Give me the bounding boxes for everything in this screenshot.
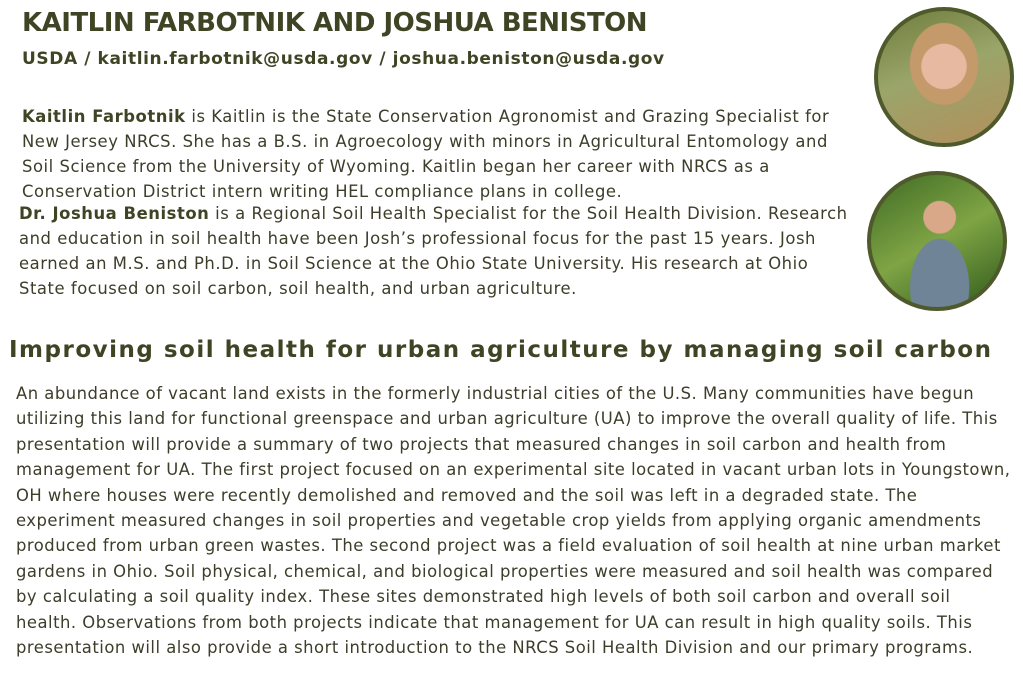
bio-name: Dr. Joshua Beniston [19, 204, 210, 223]
speaker-names: KAITLIN FARBOTNIK AND JOSHUA BENISTON [22, 8, 648, 38]
affiliation-emails: USDA / kaitlin.farbotnik@usda.gov / joshua.beniston@usda.gov [22, 49, 665, 69]
bio-text: is Kaitlin is the State Conservation Agronomist and Grazing Specialist for New Jersey NRCS. She has a B.S. in Agroecology with minors in Agricultural Entomology and Soil Science from the University of Wyoming. Kaitlin began her career with NRCS as a Conservation District intern writing HEL compliance plans in college. [22, 107, 830, 201]
joshua-photo [867, 171, 1007, 311]
kaitlin-photo [874, 7, 1014, 147]
bio-name: Kaitlin Farbotnik [22, 107, 186, 126]
bio-joshua [19, 201, 859, 301]
talk-title: Improving soil health for urban agriculture by managing soil carbon [9, 337, 993, 363]
bio-kaitlin [22, 104, 862, 204]
talk-abstract: An abundance of vacant land exists in the formerly industrial cities of the U.S. Many communities have begun utilizing this land for functional greenspace and urban agriculture (UA) to improve the overall quality of life. This presentation will provide a summary of two projects that measured changes in soil carbon and health from management for UA. The first project focused on an experimental site located in vacant urban lots in Youngstown, OH where houses were recently demolished and removed and the soil was left in a degraded state. The experiment measured changes in soil properties and vegetable crop yields from applying organic amendments produced from urban green wastes. The second project was a field evaluation of soil health at nine urban market gardens in Ohio. Soil physical, chemical, and biological properties were measured and soil health was compared by calculating a soil quality index. These sites demonstrated high levels of both soil carbon and overall soil health. Observations from both projects indicate that management for UA can result in high quality soils. This presentation will also provide a short introduction to the NRCS Soil Health Division and our primary programs. [16, 384, 1011, 658]
bio-text: is a Regional Soil Health Specialist for the Soil Health Division. Research and education in soil health have been Josh’s professional focus for the past 15 years. Josh earned an M.S. and Ph.D. in Soil Science at the Ohio State University. His research at Ohio State focused on soil carbon, soil health, and urban agriculture. [19, 204, 848, 298]
